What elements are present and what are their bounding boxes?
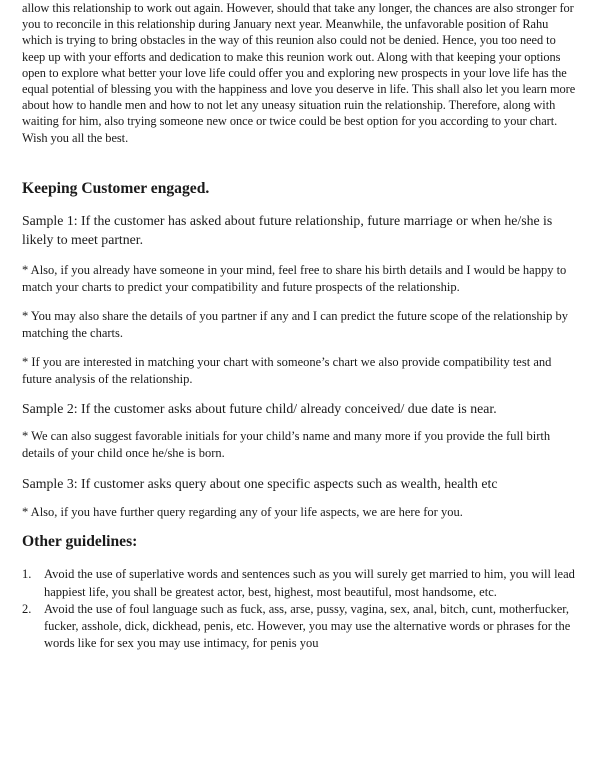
guideline-text: Avoid the use of foul language such as fuck, ass, arse, pussy, vagina, sex, anal, bitch, cunt, motherfucker, fucker, asshole, dick, dickhead, penis, etc. However, you may use the alternative words or phrases for the words like for sex you may use intimacy, for penis you <box>44 601 571 651</box>
guideline-number: 2. <box>22 601 32 616</box>
sample-3-text: Sample 3: If customer asks query about one specific aspects such as wealth, health etc <box>22 475 498 491</box>
guidelines-list <box>22 566 578 652</box>
other-guidelines-heading: Other guidelines: <box>22 533 138 551</box>
guideline-item <box>22 566 578 600</box>
sample-2-bullet: * We can also suggest favorable initials for your child’s name and many more if you provide the full birth details of your child once he/she is born. <box>22 428 551 461</box>
guideline-number: 1. <box>22 567 32 582</box>
document-page <box>22 0 578 652</box>
sample-3-bullet: * Also, if you have further query regarding any of your life aspects, we are here for you. <box>22 504 463 519</box>
guideline-text: Avoid the use of superlative words and sentences such as you will surely get married to him, you will lead happiest life, you shall be greatest actor, best, highest, most beautiful, most handsome, etc. <box>44 567 575 599</box>
sample-1-bullet-3: * If you are interested in matching your chart with someone’s chart we also provide compatibility test and future analysis of the relationship. <box>22 354 552 387</box>
guideline-item <box>22 601 578 653</box>
intro-paragraph: allow this relationship to work out again. However, should that take any longer, the chances are also stronger for you to reconcile in this relationship during January next year. Meanwhile, the unfavorable position of Rahu which is trying to bring obstacles in the way of this reunion also could not be denied. Hence, you too need to keep up with your efforts and dedication to make this reunion work out. Along with that keeping your options open to explore what better your love life could offer you and exploring new prospects in your love life has the equal potential of blessing you with the happiness and love you deserve in life. This shall also let you learn more about how to handle men and how to not let any uneasy situation ruin the relationship. Therefore, along with waiting for him, also trying someone new once or twice could be best option for you according to your chart. Wish you all the best. <box>22 1 576 145</box>
keeping-customer-heading: Keeping Customer engaged. <box>22 179 210 197</box>
sample-1-bullet-1: * Also, if you already have someone in your mind, feel free to share his birth details and I would be happy to match your charts to predict your compatibility and future prospects of the relationship. <box>22 262 567 295</box>
sample-1-text: Sample 1: If the customer has asked about future relationship, future marriage or when he/she is likely to meet partner. <box>22 212 553 247</box>
sample-2-text: Sample 2: If the customer asks about future child/ already conceived/ due date is near. <box>22 400 497 416</box>
sample-1-bullet-2: * You may also share the details of you partner if any and I can predict the future scope of the relationship by matching the charts. <box>22 308 569 341</box>
